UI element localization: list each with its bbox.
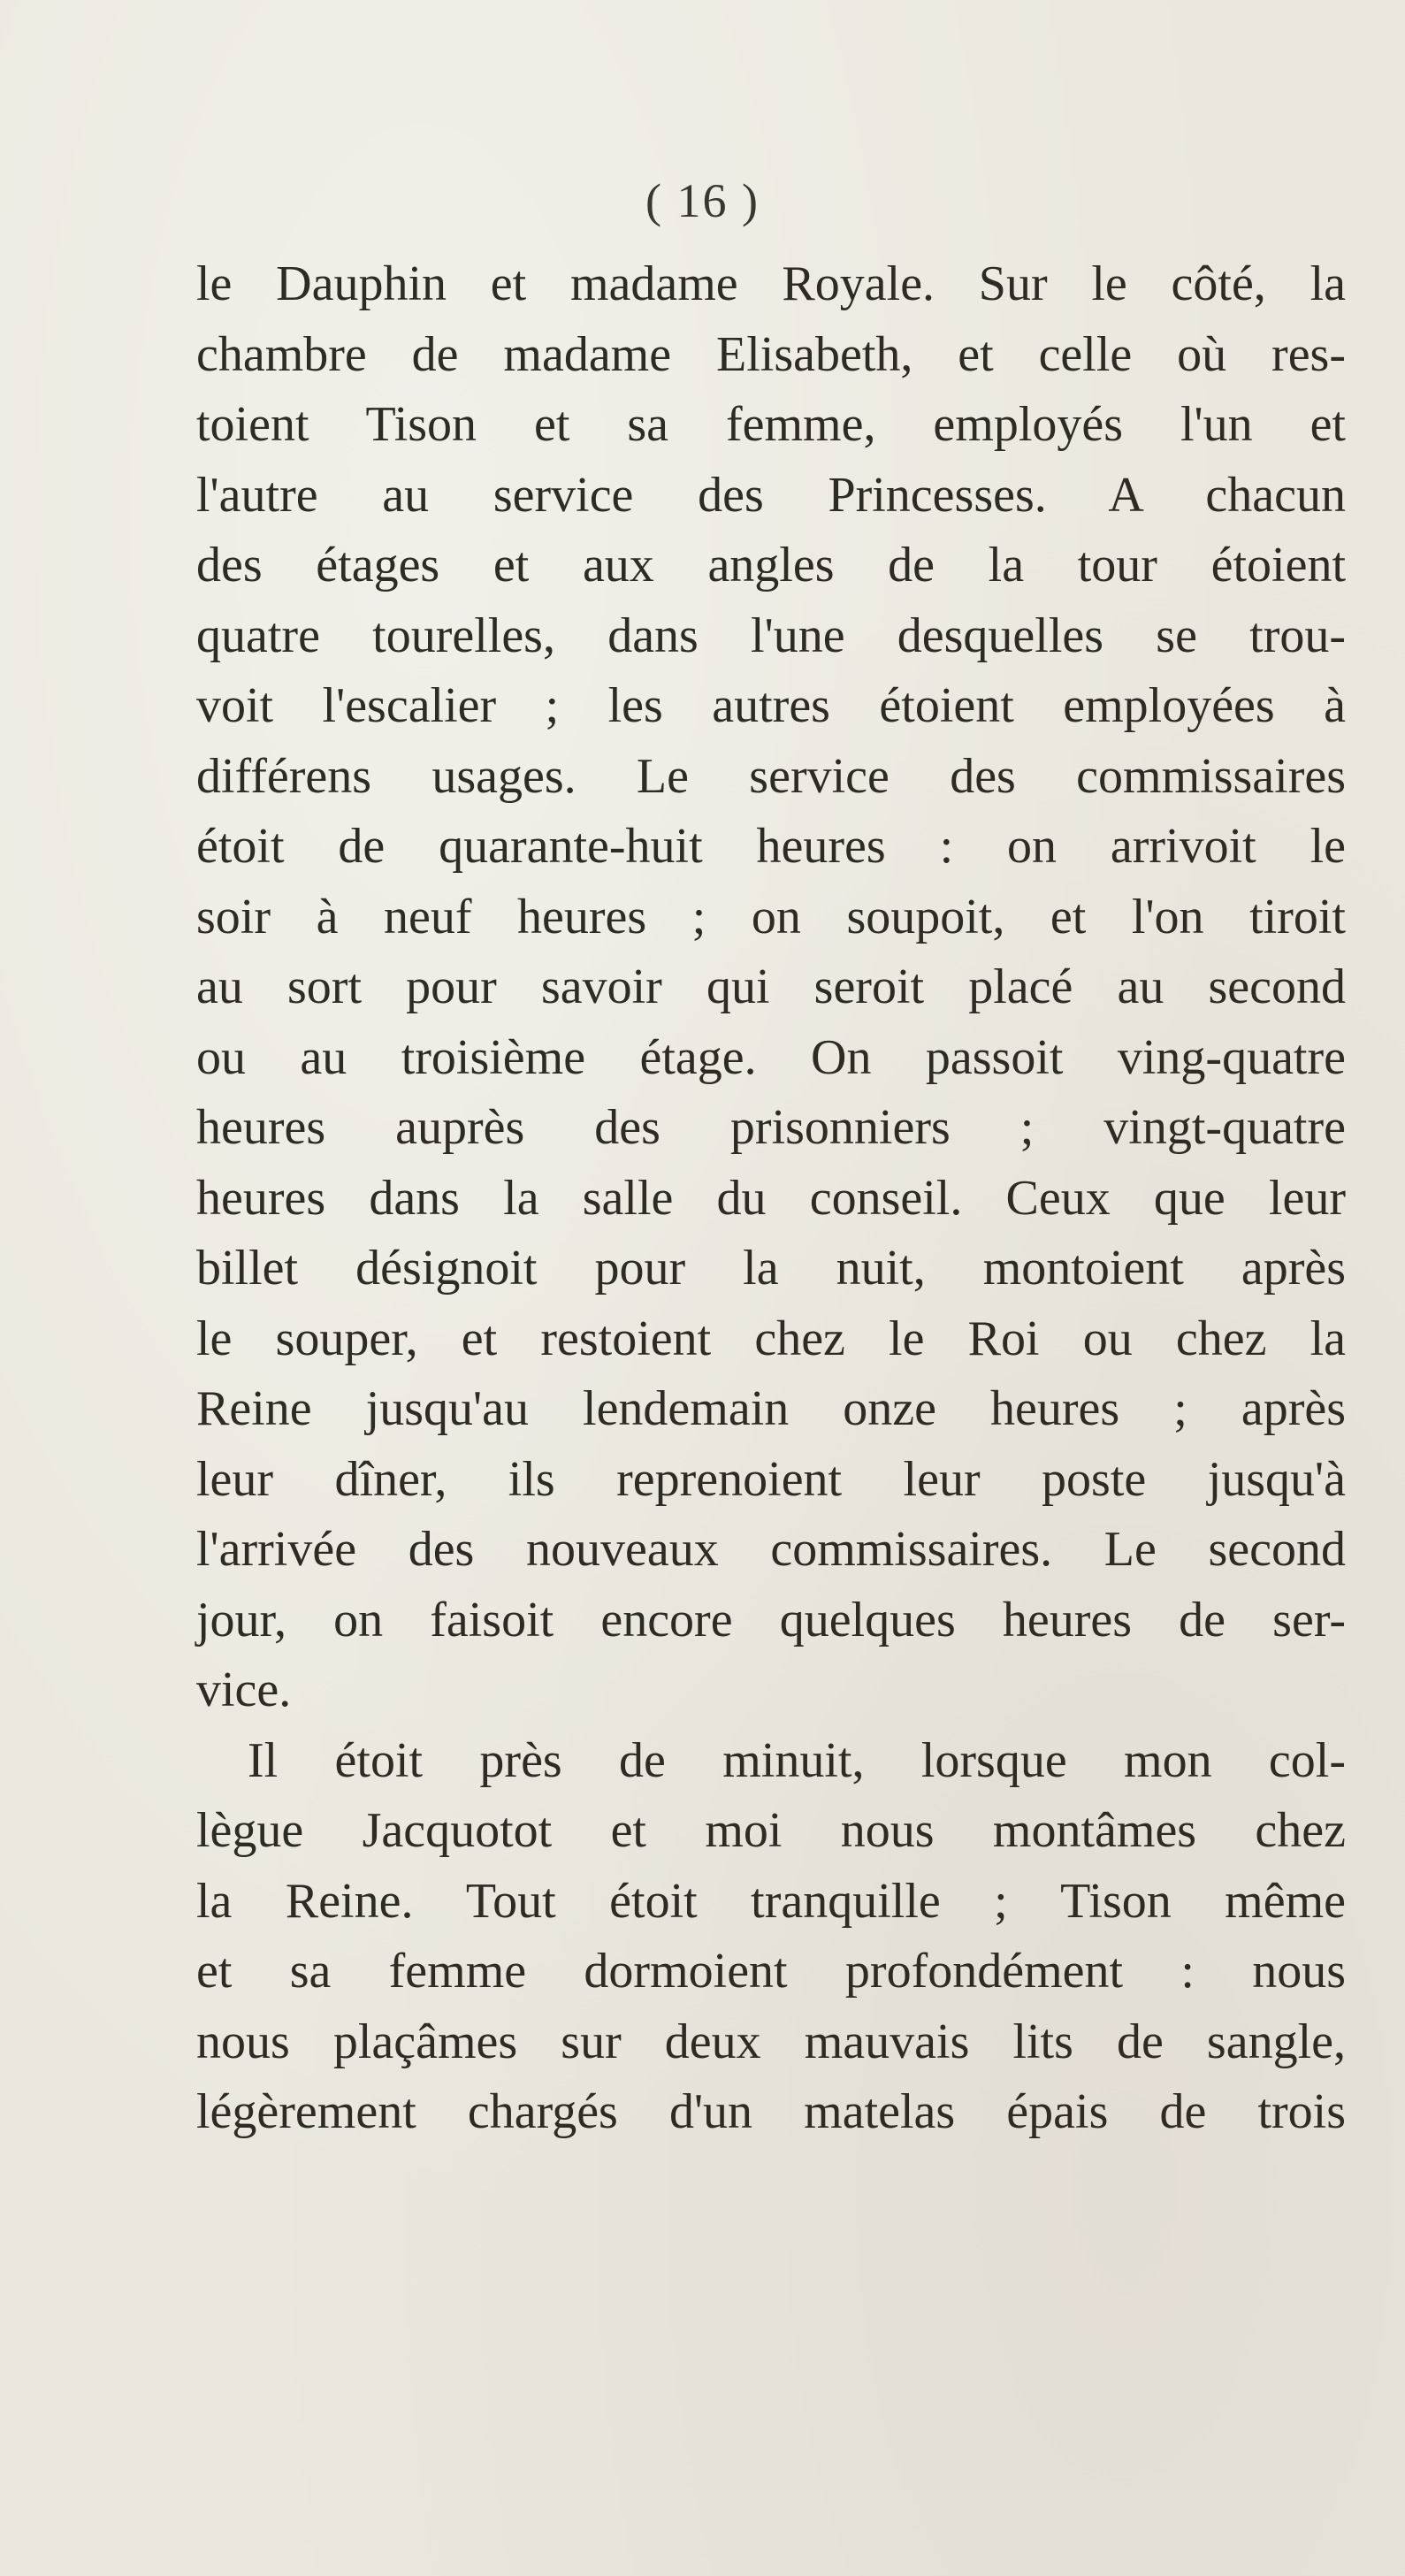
text-line: légèrement chargés d'un matelas épais de trois	[196, 2084, 1346, 2139]
text-line: Reine jusqu'au lendemain onze heures ; après	[196, 1381, 1346, 1436]
text-line: l'arrivée des nouveaux commissaires. Le second	[196, 1522, 1346, 1577]
text-line: différens usages. Le service des commissaires	[196, 748, 1346, 804]
text-line: ou au troisième étage. On passoit ving-quatre	[196, 1029, 1346, 1085]
paragraph-start-line: Il étoit près de minuit, lorsque mon col-	[248, 1732, 1346, 1788]
text-line: des étages et aux angles de la tour étoient	[196, 538, 1346, 592]
text-line: l'autre au service des Princesses. A chacun	[196, 467, 1346, 523]
text-line: toient Tison et sa femme, employés l'un et	[196, 397, 1346, 452]
text-line: heures dans la salle du conseil. Ceux que leur	[196, 1170, 1346, 1226]
text-line: étoit de quarante-huit heures : on arrivoit le	[196, 819, 1346, 874]
text-line: heures auprès des prisonniers ; vingt-quatre	[196, 1100, 1346, 1155]
text-line: jour, on faisoit encore quelques heures de ser-	[196, 1592, 1346, 1647]
text-line: billet désignoit pour la nuit, montoient après	[196, 1241, 1346, 1296]
text-line: au sort pour savoir qui seroit placé au second	[196, 959, 1346, 1014]
text-line: soir à neuf heures ; on soupoit, et l'on tiroit	[196, 889, 1346, 944]
text-line: lègue Jacquotot et moi nous montâmes chez	[196, 1803, 1346, 1858]
text-line: et sa femme dormoient profondément : nous	[196, 1944, 1346, 1999]
text-line: voit l'escalier ; les autres étoient employées à	[196, 678, 1346, 733]
text-line: quatre tourelles, dans l'une desquelles se trou-	[196, 608, 1346, 663]
text-line: nous plaçâmes sur deux mauvais lits de sangle,	[196, 2014, 1346, 2069]
text-line: la Reine. Tout étoit tranquille ; Tison même	[196, 1873, 1346, 1929]
paragraph-end-line: vice.	[196, 1663, 292, 1717]
page-number: ( 16 )	[645, 174, 760, 227]
text-line: le souper, et restoient chez le Roi ou chez la	[196, 1311, 1346, 1366]
text-line: le Dauphin et madame Royale. Sur le côté, la	[196, 256, 1346, 311]
body-text	[196, 249, 1346, 2148]
text-line: leur dîner, ils reprenoient leur poste jusqu'à	[196, 1451, 1346, 1507]
text-line: chambre de madame Elisabeth, et celle où res-	[196, 326, 1346, 382]
